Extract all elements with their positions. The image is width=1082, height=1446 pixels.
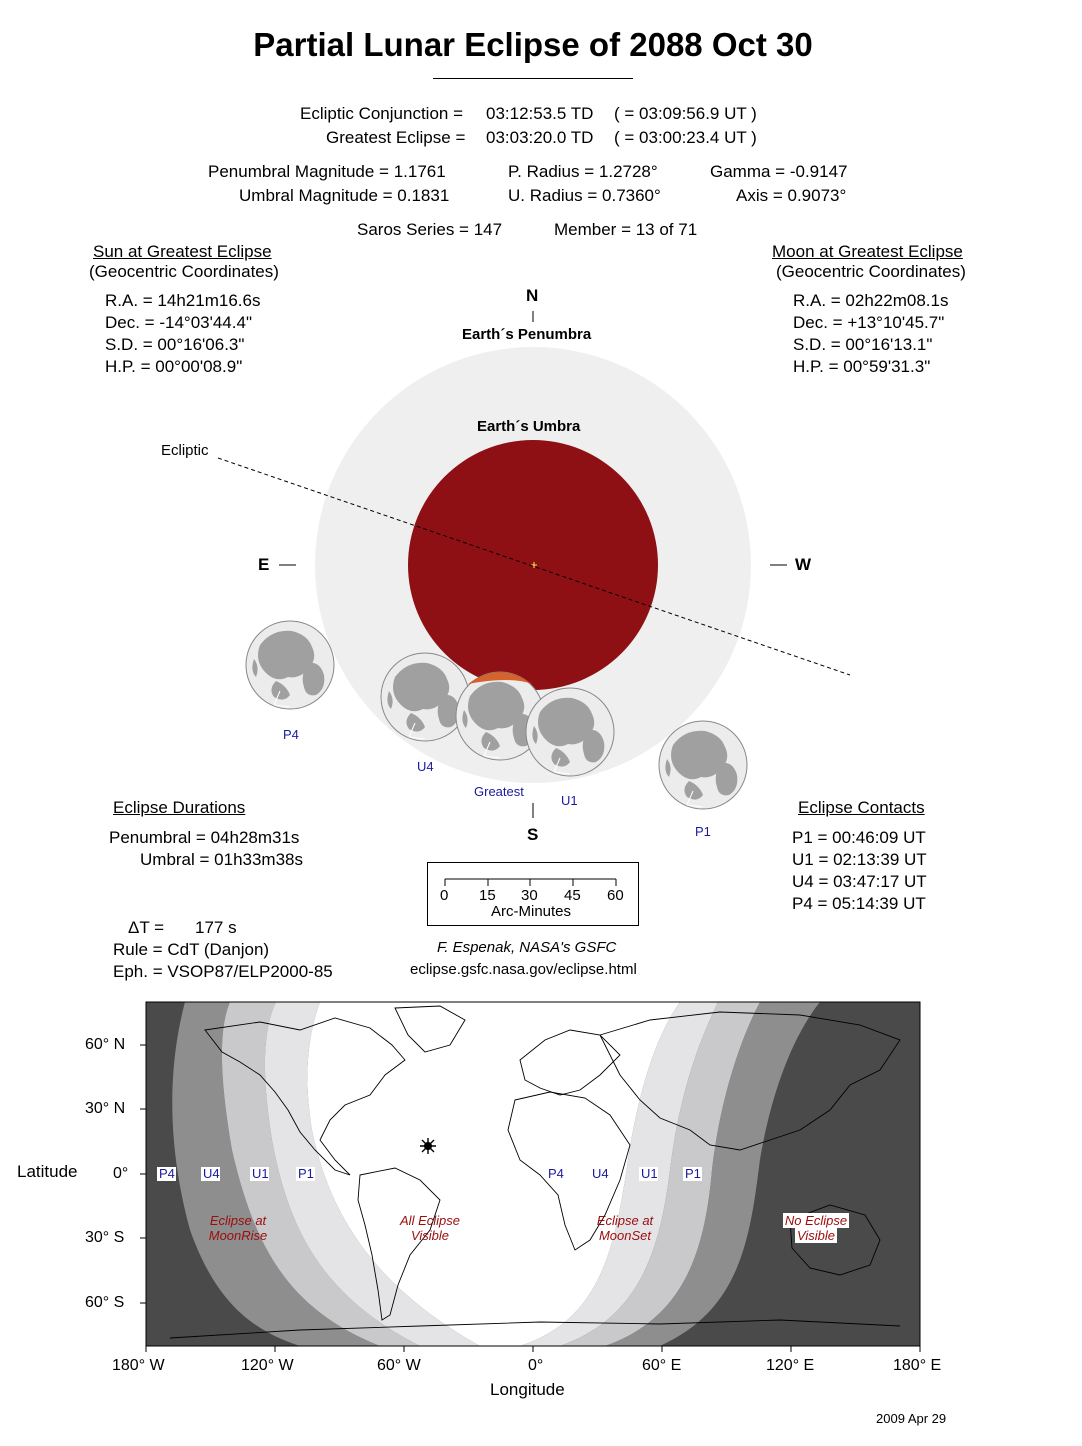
source-url: eclipse.gsfc.nasa.gov/eclipse.html [410, 961, 637, 978]
zone-none-visible [776, 1213, 856, 1243]
scale-label: Arc-Minutes [491, 903, 572, 920]
moon-sd: S.D. = 00°16'13.1" [793, 335, 933, 354]
p1-position-label: P1 [695, 824, 711, 839]
scale-tick-15: 15 [479, 887, 496, 904]
scale-tick-60: 60 [607, 887, 624, 904]
lon-tick-60e: 60° E [642, 1357, 682, 1374]
delta-t-value: 177 s [195, 918, 237, 937]
lat-tick-60s: 60° S [85, 1294, 125, 1311]
lat-tick-60n: 60° N [85, 1036, 126, 1053]
page-title: Partial Lunar Eclipse of 2088 Oct 30 [253, 26, 813, 63]
zone-moonrise [200, 1213, 276, 1243]
sun-ra: R.A. = 14h21m16.6s [105, 291, 261, 310]
penumbral-magnitude: Penumbral Magnitude = 1.1761 [208, 162, 446, 181]
moon-dec: Dec. = +13°10'45.7" [793, 313, 945, 332]
penumbra-label: Earth´s Penumbra [462, 326, 592, 343]
zone-moonrise-line1: Eclipse at [209, 1213, 267, 1228]
umbra-radius: U. Radius = 0.7360° [508, 186, 661, 205]
saros-series: Saros Series = 147 [357, 220, 503, 239]
ecliptic-conjunction-label: Ecliptic Conjunction = [300, 104, 464, 123]
penumbra-radius: P. Radius = 1.2728° [508, 162, 658, 181]
zone-all-line2: Visible [410, 1228, 450, 1243]
ephemeris: Eph. = VSOP87/ELP2000-85 [113, 962, 333, 981]
umbral-duration: Umbral = 01h33m38s [140, 850, 304, 869]
lon-tick-180w: 180° W [112, 1357, 165, 1374]
penumbral-duration: Penumbral = 04h28m31s [109, 828, 300, 847]
sun-subheading: (Geocentric Coordinates) [89, 262, 279, 281]
lat-tick-30s: 30° S [85, 1229, 125, 1246]
map-left-p4: P4 [159, 1166, 175, 1181]
map-left-u4: U4 [203, 1166, 220, 1181]
p4-position-label: P4 [283, 727, 299, 742]
greatest-position-label: Greatest [474, 784, 524, 799]
contact-u1: U1 = 02:13:39 UT [792, 850, 927, 869]
west-label: W [795, 555, 812, 574]
zone-all-line1: All Eclipse [400, 1213, 460, 1228]
sun-dec: Dec. = -14°03'44.4" [105, 313, 252, 332]
greatest-eclipse-td: 03:03:20.0 TD [486, 128, 594, 147]
longitude-label: Longitude [490, 1380, 565, 1399]
credit: F. Espenak, NASA's GSFC [437, 939, 617, 956]
u4-position-label: U4 [417, 759, 434, 774]
east-label: E [258, 555, 270, 574]
sun-heading: Sun at Greatest Eclipse [93, 242, 272, 261]
moon-hp: H.P. = 00°59'31.3" [793, 357, 931, 376]
greatest-eclipse-label: Greatest Eclipse = [326, 128, 466, 147]
scale-tick-30: 30 [521, 887, 538, 904]
ecliptic-label: Ecliptic [161, 442, 209, 459]
zone-none-line1: No Eclipse [784, 1213, 848, 1228]
zone-moonset [587, 1213, 663, 1243]
map-right-p4: P4 [548, 1166, 564, 1181]
zone-moonset-line1: Eclipse at [596, 1213, 654, 1228]
zone-all-visible [392, 1213, 468, 1243]
u1-position-label: U1 [561, 793, 578, 808]
sun-symbol [420, 1138, 436, 1154]
sun-hp: H.P. = 00°00'08.9" [105, 357, 243, 376]
delta-t-label: ΔT = [128, 918, 165, 937]
sun-sd: S.D. = 00°16'06.3" [105, 335, 245, 354]
umbra-label: Earth´s Umbra [477, 418, 581, 435]
map-right-u4: U4 [592, 1166, 609, 1181]
moon-subheading: (Geocentric Coordinates) [776, 262, 966, 281]
axis-value: Axis = 0.9073° [736, 186, 847, 205]
lon-tick-120w: 120° W [241, 1357, 294, 1374]
date-stamp: 2009 Apr 29 [876, 1411, 947, 1426]
danjon-rule: Rule = CdT (Danjon) [113, 940, 270, 959]
lon-tick-180e: 180° E [893, 1357, 942, 1374]
north-label: N [526, 286, 539, 305]
map-left-u1: U1 [252, 1166, 269, 1181]
umbral-magnitude: Umbral Magnitude = 0.1831 [239, 186, 450, 205]
contact-p1: P1 = 00:46:09 UT [792, 828, 926, 847]
contacts-heading: Eclipse Contacts [798, 798, 925, 817]
lon-tick-60w: 60° W [377, 1357, 421, 1374]
scale-tick-45: 45 [564, 887, 581, 904]
contact-p4: P4 = 05:14:39 UT [792, 894, 926, 913]
map-right-p1: P1 [685, 1166, 701, 1181]
ecliptic-conjunction-ut: ( = 03:09:56.9 UT ) [614, 104, 757, 123]
zone-moonset-line2: MoonSet [598, 1228, 652, 1243]
south-label: S [527, 825, 539, 844]
latitude-label: Latitude [17, 1162, 78, 1181]
map-right-u1: U1 [641, 1166, 658, 1181]
gamma-value: Gamma = -0.9147 [710, 162, 848, 181]
contact-u4: U4 = 03:47:17 UT [792, 872, 927, 891]
zone-moonrise-line2: MoonRise [208, 1228, 268, 1243]
lat-tick-0: 0° [113, 1165, 129, 1182]
moon-heading: Moon at Greatest Eclipse [772, 242, 963, 261]
lon-tick-120e: 120° E [766, 1357, 815, 1374]
durations-heading: Eclipse Durations [113, 798, 246, 817]
ecliptic-conjunction-td: 03:12:53.5 TD [486, 104, 594, 123]
zone-none-line2: Visible [796, 1228, 836, 1243]
scale-tick-0: 0 [440, 887, 449, 904]
map-left-p1: P1 [298, 1166, 314, 1181]
lon-tick-0: 0° [528, 1357, 544, 1374]
saros-member: Member = 13 of 71 [554, 220, 698, 239]
lat-tick-30n: 30° N [85, 1100, 126, 1117]
greatest-eclipse-ut: ( = 03:00:23.4 UT ) [614, 128, 757, 147]
moon-ra: R.A. = 02h22m08.1s [793, 291, 949, 310]
